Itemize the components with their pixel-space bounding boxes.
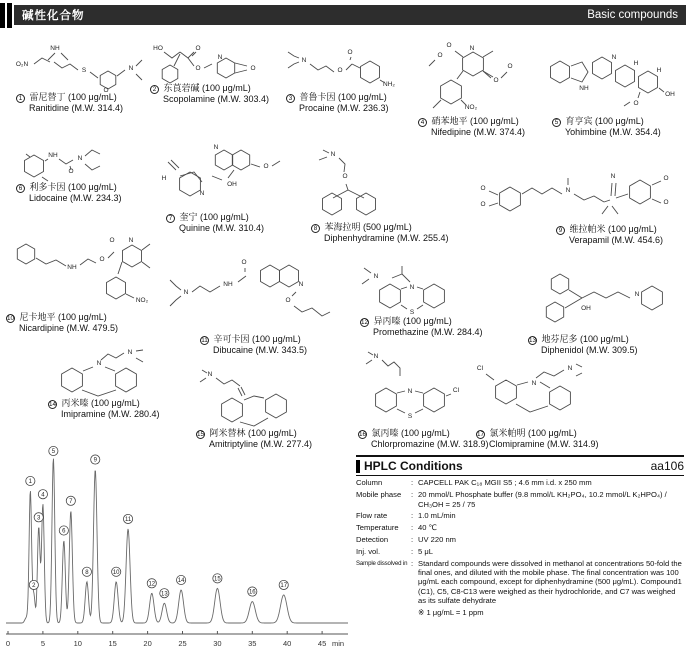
structure-dibucaine bbox=[168, 250, 333, 330]
svg-text:NH: NH bbox=[50, 45, 60, 52]
svg-text:N: N bbox=[127, 349, 133, 356]
svg-text:N: N bbox=[611, 54, 617, 61]
compound-name-en: Quinine (M.W. 310.4) bbox=[179, 222, 265, 233]
compound-name-en: Chlorpromazine (M.W. 318.9) bbox=[371, 438, 489, 449]
svg-text:O: O bbox=[493, 77, 499, 84]
compound-entry bbox=[303, 146, 403, 221]
peak-number: 10 bbox=[112, 569, 120, 576]
svg-text:NH: NH bbox=[223, 281, 233, 288]
condition-value: 5 μL bbox=[418, 546, 433, 556]
hplc-condition-row bbox=[356, 559, 684, 606]
condition-value: 20 mmol/L Phosphate buffer (9.8 mmol/L KH₂PO₄, 10.2 mmol/L K₂HPO₄) / CH₃OH = 25 / 75 bbox=[418, 490, 667, 509]
peak-number: 13 bbox=[161, 591, 168, 598]
svg-text:OH: OH bbox=[581, 305, 591, 312]
compound-name-zh: 异丙嗪 (100 μg/mL) bbox=[371, 316, 452, 326]
compound-label bbox=[16, 92, 123, 113]
peak-number: 2 bbox=[32, 583, 36, 590]
svg-text:O: O bbox=[250, 65, 256, 72]
svg-text:H: H bbox=[161, 175, 167, 182]
x-axis-tick-label: 10 bbox=[73, 639, 82, 648]
condition-label: Column bbox=[356, 478, 383, 488]
compound-label bbox=[16, 182, 122, 203]
x-axis-tick-label: 45 bbox=[317, 639, 327, 648]
compound-name-zh: 阿米替林 (100 μg/mL) bbox=[207, 428, 297, 438]
compound-name-en: Yohimbine (M.W. 354.4) bbox=[565, 126, 661, 137]
compound-label bbox=[286, 92, 389, 113]
compound-number-badge: 17 bbox=[477, 430, 485, 438]
svg-text:NH: NH bbox=[48, 152, 58, 159]
svg-text:N: N bbox=[407, 388, 413, 395]
compound-entry bbox=[190, 368, 310, 428]
structure-ranitidine bbox=[8, 36, 143, 94]
compound-name-en: Diphenidol (M.W. 309.5) bbox=[541, 344, 638, 355]
peak-number: 9 bbox=[93, 457, 97, 464]
compound-name-zh: 雷尼替丁 (100 μg/mL) bbox=[27, 92, 117, 102]
compound-name-zh: 丙米嗪 (100 μg/mL) bbox=[59, 398, 140, 408]
svg-text:NH: NH bbox=[579, 85, 589, 92]
peak-number: 17 bbox=[280, 583, 288, 590]
compound-name-en: Procaine (M.W. 236.3) bbox=[299, 102, 389, 113]
condition-colon: : bbox=[411, 478, 414, 488]
compound-entry bbox=[8, 230, 168, 310]
compound-name-zh: 尼卡地平 (100 μg/mL) bbox=[17, 312, 107, 322]
svg-text:N: N bbox=[567, 365, 573, 372]
compound-entry bbox=[413, 36, 518, 116]
svg-text:NO₂: NO₂ bbox=[464, 104, 478, 111]
svg-text:N: N bbox=[217, 54, 223, 61]
structure-amitriptyline bbox=[190, 368, 310, 428]
compound-name-zh: 普鲁卡因 (100 μg/mL) bbox=[297, 92, 387, 102]
peak-number: 16 bbox=[248, 589, 256, 596]
chromatogram-trace bbox=[6, 459, 348, 623]
compound-name-zh: 硝苯地平 (100 μg/mL) bbox=[429, 116, 519, 126]
compound-entry bbox=[350, 350, 470, 430]
compound-name-en: Imipramine (M.W. 280.4) bbox=[61, 408, 160, 419]
left-edge-mark bbox=[7, 3, 12, 28]
compound-name-zh: 奎宁 (100 μg/mL) bbox=[177, 212, 249, 222]
page-title-zh: 碱性化合物 bbox=[22, 10, 85, 22]
compound-number-badge: 16 bbox=[359, 430, 367, 438]
peak-number: 11 bbox=[124, 517, 132, 524]
structure-quinine bbox=[146, 140, 286, 210]
svg-text:Cl: Cl bbox=[476, 365, 484, 372]
compound-entry bbox=[468, 360, 608, 428]
peak-number: 5 bbox=[51, 449, 56, 456]
compound-name-zh: 辛可卡因 (100 μg/mL) bbox=[211, 334, 301, 344]
condition-colon bbox=[411, 608, 418, 617]
svg-text:OH: OH bbox=[227, 181, 237, 188]
hplc-condition-row bbox=[356, 478, 684, 487]
structure-yohimbine bbox=[540, 40, 678, 115]
peak-number: 12 bbox=[148, 581, 156, 588]
hplc-conditions-header bbox=[356, 457, 684, 476]
svg-text:O: O bbox=[68, 168, 74, 175]
svg-text:O: O bbox=[263, 163, 269, 170]
compound-entry bbox=[286, 44, 401, 92]
structure-scopolamine bbox=[146, 40, 268, 88]
compound-name-zh: 氯丙嗪 (100 μg/mL) bbox=[369, 428, 450, 438]
peak-number: 6 bbox=[62, 528, 66, 535]
compound-number-badge: 13 bbox=[529, 336, 537, 344]
svg-text:H: H bbox=[633, 60, 639, 67]
svg-text:N: N bbox=[298, 281, 304, 288]
svg-text:N: N bbox=[373, 273, 379, 280]
structure-nicardipine bbox=[8, 230, 168, 310]
structure-clomipramine bbox=[468, 360, 608, 428]
compound-name-zh: 氯米帕明 (100 μg/mL) bbox=[487, 428, 577, 438]
compound-label bbox=[311, 222, 449, 243]
svg-text:S: S bbox=[81, 67, 87, 74]
peak-number: 14 bbox=[177, 578, 185, 585]
compound-number-badge: 15 bbox=[197, 430, 205, 438]
compound-label bbox=[418, 116, 525, 137]
svg-text:O: O bbox=[285, 297, 291, 304]
page-title-en: Basic compounds bbox=[587, 9, 678, 21]
compound-label bbox=[528, 334, 638, 355]
svg-text:O: O bbox=[480, 201, 486, 208]
compound-entry bbox=[12, 142, 132, 184]
hplc-conditions-title: HPLC Conditions bbox=[364, 459, 463, 473]
svg-text:O: O bbox=[103, 87, 109, 94]
compound-name-zh: 利多卡因 (100 μg/mL) bbox=[27, 182, 117, 192]
hplc-condition-row bbox=[356, 511, 684, 520]
svg-text:O: O bbox=[633, 100, 639, 107]
compound-label bbox=[48, 398, 160, 419]
compound-name-en: Diphenhydramine (M.W. 255.4) bbox=[324, 232, 449, 243]
svg-text:H: H bbox=[656, 67, 662, 74]
compound-number-badge: 2 bbox=[150, 85, 159, 94]
hplc-conditions-rows bbox=[356, 478, 684, 617]
svg-text:NH: NH bbox=[67, 264, 77, 271]
condition-value: UV 220 nm bbox=[418, 534, 456, 544]
hplc-condition-row bbox=[356, 523, 684, 532]
compound-entry bbox=[538, 268, 678, 330]
title-accent-bar bbox=[356, 460, 360, 473]
svg-text:N: N bbox=[634, 291, 640, 298]
x-axis-tick-label: 30 bbox=[213, 639, 222, 648]
compound-name-en: Nicardipine (M.W. 479.5) bbox=[19, 322, 119, 333]
structure-promethazine bbox=[348, 256, 478, 318]
left-edge-mark bbox=[0, 3, 5, 28]
svg-text:N: N bbox=[96, 360, 102, 367]
x-axis-tick-label: 0 bbox=[5, 639, 11, 648]
compound-name-zh: 育亨宾 (100 μg/mL) bbox=[563, 116, 644, 126]
x-axis-tick-label: 20 bbox=[143, 639, 152, 648]
compound-label bbox=[556, 224, 663, 245]
x-axis-tick-label: 40 bbox=[283, 639, 292, 648]
chromatogram bbox=[0, 443, 356, 659]
x-axis-tick-label: 15 bbox=[108, 639, 117, 648]
svg-text:N: N bbox=[469, 45, 475, 52]
condition-label bbox=[356, 608, 411, 617]
svg-text:O: O bbox=[663, 175, 669, 182]
svg-text:O: O bbox=[241, 259, 247, 266]
condition-colon: : bbox=[411, 523, 414, 533]
svg-text:N: N bbox=[128, 65, 134, 72]
compound-number-badge: 1 bbox=[16, 94, 25, 103]
compound-entry bbox=[8, 36, 143, 94]
compound-name-en: Promethazine (M.W. 284.4) bbox=[373, 326, 483, 337]
svg-text:O: O bbox=[437, 52, 443, 59]
svg-text:O: O bbox=[99, 256, 105, 263]
compound-entry bbox=[146, 40, 268, 88]
compound-label bbox=[552, 116, 661, 137]
compound-number-badge: 4 bbox=[418, 118, 427, 127]
svg-text:OH: OH bbox=[665, 91, 675, 98]
condition-value: 40 ℃ bbox=[418, 523, 438, 533]
header-bar bbox=[14, 5, 686, 25]
svg-text:N: N bbox=[128, 237, 134, 244]
compound-name-zh: 东莨菪碱 (100 μg/mL) bbox=[161, 83, 251, 93]
compound-entry bbox=[540, 40, 678, 115]
compound-entry bbox=[46, 350, 176, 398]
compound-number-badge: 5 bbox=[552, 118, 561, 127]
svg-text:N: N bbox=[199, 190, 205, 197]
compound-number-badge: 14 bbox=[49, 400, 57, 408]
compound-label bbox=[476, 428, 599, 449]
peak-number: 1 bbox=[28, 479, 33, 486]
peak-number: 8 bbox=[85, 569, 89, 576]
compound-label bbox=[200, 334, 307, 355]
compound-label bbox=[6, 312, 118, 333]
compound-number-badge: 7 bbox=[166, 214, 175, 223]
svg-text:N: N bbox=[183, 289, 189, 296]
condition-label: Sample dissolved in bbox=[356, 559, 408, 567]
compound-name-zh: 苯海拉明 (500 μg/mL) bbox=[322, 222, 412, 232]
structure-imipramine bbox=[46, 350, 176, 398]
structure-diphenidol bbox=[538, 268, 678, 330]
structure-procaine bbox=[286, 44, 401, 92]
structure-verapamil bbox=[476, 166, 676, 224]
condition-value: 1.0 mL/min bbox=[418, 511, 456, 521]
compound-entry bbox=[146, 140, 286, 210]
condition-label: Detection bbox=[356, 534, 389, 544]
x-axis-tick-label: 35 bbox=[248, 639, 257, 648]
svg-text:O: O bbox=[507, 63, 513, 70]
svg-text:O: O bbox=[446, 42, 452, 49]
hplc-condition-row bbox=[356, 535, 684, 544]
x-axis-tick-label: 25 bbox=[178, 639, 187, 648]
svg-text:N: N bbox=[565, 187, 571, 194]
hplc-conditions-panel bbox=[356, 455, 684, 617]
compound-name-en: Amitriptyline (M.W. 277.4) bbox=[209, 438, 313, 449]
compound-label bbox=[358, 428, 489, 449]
svg-text:N: N bbox=[301, 57, 307, 64]
compound-number-badge: 6 bbox=[16, 184, 25, 193]
svg-text:O: O bbox=[663, 199, 669, 206]
condition-label: Mobile phase bbox=[356, 490, 402, 500]
compound-number-badge: 3 bbox=[286, 94, 295, 103]
svg-text:S: S bbox=[407, 413, 413, 420]
compound-label bbox=[150, 83, 269, 104]
condition-colon: : bbox=[411, 546, 414, 556]
compound-number-badge: 11 bbox=[201, 336, 208, 344]
compound-number-badge: 8 bbox=[311, 224, 320, 233]
condition-colon: : bbox=[411, 490, 414, 500]
svg-text:NO₂: NO₂ bbox=[135, 297, 149, 304]
svg-text:O₂N: O₂N bbox=[15, 61, 29, 68]
compound-number-badge: 9 bbox=[556, 226, 565, 235]
condition-label: Temperature bbox=[356, 523, 399, 533]
condition-colon: : bbox=[411, 511, 414, 521]
compound-name-zh: 地芬尼多 (100 μg/mL) bbox=[539, 334, 629, 344]
condition-label: Flow rate bbox=[356, 511, 388, 521]
svg-text:Cl: Cl bbox=[452, 387, 460, 394]
structure-lidocaine bbox=[12, 142, 132, 184]
svg-text:O: O bbox=[195, 65, 201, 72]
condition-value: CAPCELL PAK C₁₈ MGII S5 ; 4.6 mm i.d. x 250 mm bbox=[418, 478, 592, 488]
structure-diphenhydramine bbox=[303, 146, 403, 221]
svg-text:N: N bbox=[409, 284, 415, 291]
compound-name-en: Scopolamine (M.W. 303.4) bbox=[163, 93, 270, 104]
compound-entry bbox=[348, 256, 478, 318]
x-axis-unit-label: min bbox=[331, 639, 345, 648]
condition-value: ※ 1 μg/mL = 1 ppm bbox=[418, 608, 484, 617]
svg-text:N: N bbox=[207, 371, 213, 378]
svg-text:N: N bbox=[531, 380, 537, 387]
peak-number: 15 bbox=[214, 576, 221, 583]
compound-label bbox=[360, 316, 483, 337]
svg-text:NH₂: NH₂ bbox=[383, 81, 395, 88]
condition-value: Standard compounds were dissolved in methanol at concentrations 50-fold the final ones, and diluted with the mobile phase. The final concentration was 100 μg/mL each compound, except for diphenhydramine (500 μg/mL). Compound1 (C1), C5, C8-C13 were weighed as their hydrochloride, and C7 was weighed as its sulfate dehydrate bbox=[418, 558, 682, 606]
svg-text:N: N bbox=[77, 155, 83, 162]
svg-text:N: N bbox=[330, 151, 336, 158]
peak-number: 7 bbox=[69, 498, 73, 505]
condition-colon: : bbox=[411, 534, 414, 544]
peak-number: 3 bbox=[37, 515, 41, 522]
condition-colon: : bbox=[411, 558, 414, 568]
compound-label bbox=[166, 212, 264, 233]
compound-name-en: Verapamil (M.W. 454.6) bbox=[569, 234, 664, 245]
compound-name-zh: 维拉帕米 (100 μg/mL) bbox=[567, 224, 657, 234]
svg-text:O: O bbox=[480, 185, 486, 192]
peak-number: 4 bbox=[41, 492, 45, 499]
compound-name-en: Nifedipine (M.W. 374.4) bbox=[431, 126, 526, 137]
doc-code: aa106 bbox=[650, 459, 684, 473]
svg-text:O: O bbox=[195, 45, 201, 52]
svg-text:N: N bbox=[610, 173, 616, 180]
svg-text:O: O bbox=[347, 49, 353, 56]
compound-name-en: Ranitidine (M.W. 314.4) bbox=[29, 102, 124, 113]
compound-name-en: Lidocaine (M.W. 234.3) bbox=[29, 192, 122, 203]
svg-text:HO: HO bbox=[153, 45, 163, 52]
svg-text:O: O bbox=[109, 237, 115, 244]
structure-nifedipine bbox=[413, 36, 518, 116]
compound-name-en: Clomipramine (M.W. 314.9) bbox=[489, 438, 599, 449]
condition-label: Inj. vol. bbox=[356, 546, 381, 556]
structure-chlorpromazine bbox=[350, 350, 470, 430]
compound-entry bbox=[476, 166, 676, 224]
hplc-condition-row bbox=[356, 608, 684, 617]
svg-text:N: N bbox=[213, 144, 219, 151]
x-axis-tick-label: 5 bbox=[40, 639, 45, 648]
svg-text:N: N bbox=[373, 353, 379, 360]
hplc-condition-row bbox=[356, 547, 684, 556]
svg-text:O: O bbox=[342, 173, 348, 180]
compound-number-badge: 12 bbox=[361, 318, 369, 326]
compound-number-badge: 10 bbox=[7, 314, 15, 322]
hplc-condition-row bbox=[356, 490, 684, 509]
svg-text:O: O bbox=[337, 67, 343, 74]
compound-name-en: Dibucaine (M.W. 343.5) bbox=[213, 344, 308, 355]
compound-entry bbox=[168, 250, 333, 330]
svg-text:S: S bbox=[409, 309, 415, 316]
